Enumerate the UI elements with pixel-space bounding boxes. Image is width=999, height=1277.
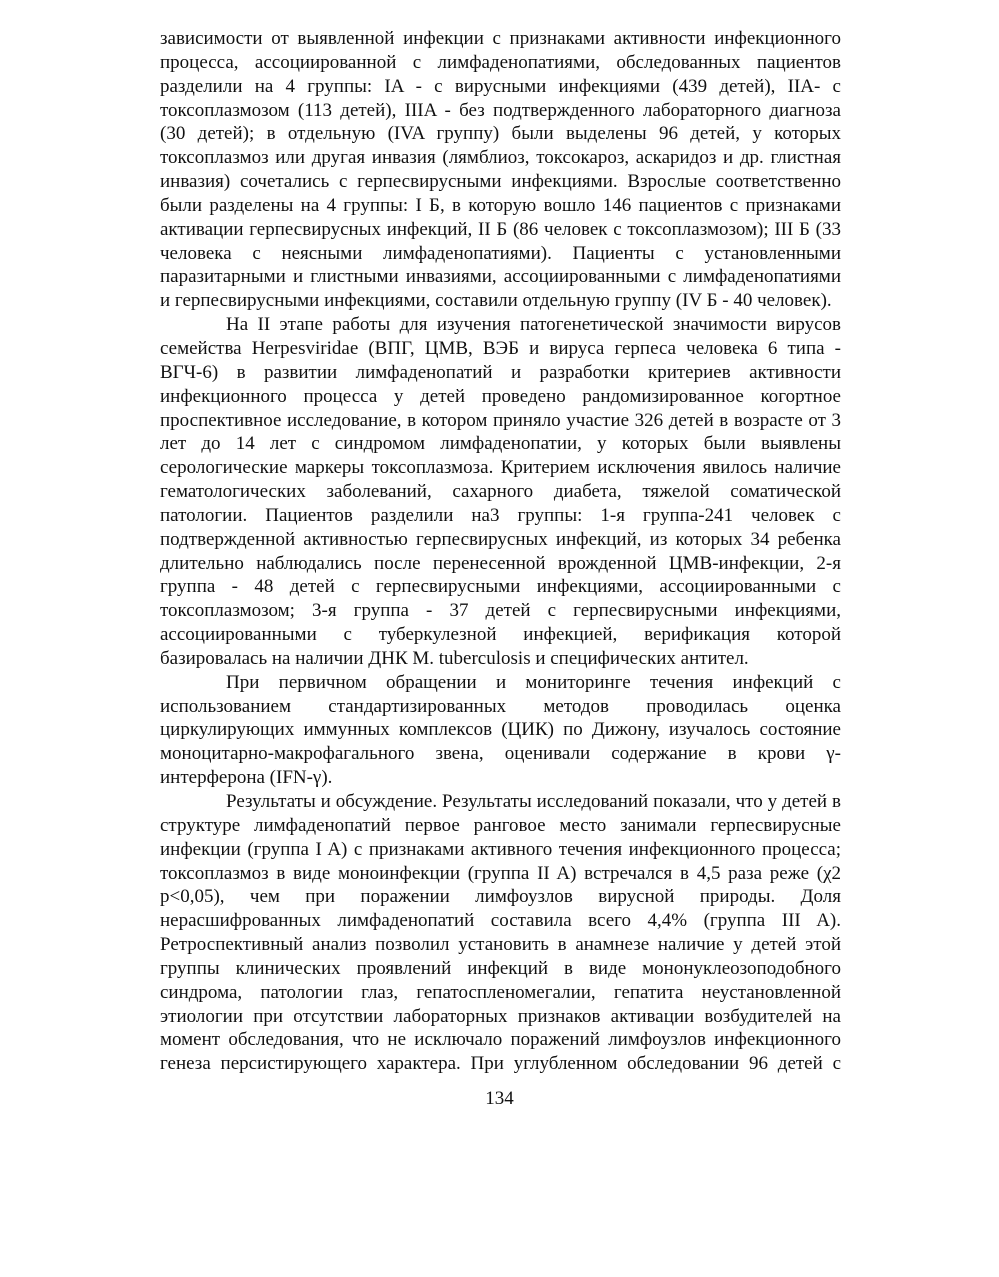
paragraph-results: Результаты и обсуждение. Результаты исследований показали, что у детей в структуре лимфаденопатий первое ранговое место занимали герпесвирусные инфекции (группа I A) с признаками активного течения инфекционного процесса; токсоплазмоз в виде моноинфекции (группа II A) встречался в 4,5 раза реже (χ2 p<0,05), чем при поражении лимфоузлов вирусной природы. Доля нерасшифрованных лимфаденопатий составила всего 4,4% (группа III A). Ретроспективный анализ позволил установить в анамнезе наличие у детей этой группы клинических проявлений инфекций в виде мононуклеозоподобного синдрома, патологии глаз, гепатоспленомегалии, гепатита неустановленной этиологии при отсутствии лабораторных признаков активации возбудителей на момент обследования, что не исключало поражений лимфоузлов инфекционного генеза персистирующего характера. При углубленном обследовании 96 детей с xyxy=(160,791,841,1075)
paragraph-stage-two: На II этапе работы для изучения патогенетической значимости вирусов семейства Herpesviridae (ВПГ, ЦМВ, ВЭБ и вируса герпеса человека 6 типа - ВГЧ-6) в развитии лимфаденопатий и разработки критериев активности инфекционного процесса у детей проведено рандомизированное когортное проспективное исследование, в котором приняло участие 326 детей в возрасте от 3 лет до 14 лет с синдромом лимфаденопатии, у которых были выявлены серологические маркеры токсоплазмоза. Критерием исключения явилось наличие гематологических заболеваний, сахарного диабета, тяжелой соматической патологии. Пациентов разделили на3 группы: 1-я группа-241 человек с подтвержденной активностью герпесвирусных инфекций, из которых 34 ребенка длительно наблюдались после перенесенной врожденной ЦМВ-инфекции, 2-я группа - 48 детей с герпесвирусными инфекциями, ассоциированными с токсоплазмозом; 3-я группа - 37 детей с герпесвирусными инфекциями, ассоциированными с туберкулезной инфекцией, верификация которой базировалась на наличии ДНК M. tuberculosis и специфических антител. xyxy=(160,314,841,669)
paragraph-patient-groups: зависимости от выявленной инфекции с признаками активности инфекционного процесса, ассоциированной с лимфаденопатиями, обследованных пациентов разделили на 4 группы: IA - с вирусными инфекциями (439 детей), IIA- с токсоплазмозом (113 детей), IIIA - без подтвержденного лабораторного диагноза (30 детей); в отдельную (IVA группу) были выделены 96 детей, у которых токсоплазмоз или другая инвазия (лямблиоз, токсокароз, аскаридоз и др. глистная инвазия) сочетались с герпесвирусными инфекциями. Взрослые соответственно были разделены на 4 группы: I Б, в которую вошло 146 пациентов с признаками активации герпесвирусных инфекций, II Б (86 человек с токсоплазмозом); III Б (33 человека с неясными лимфаденопатиями). Пациенты с установленными паразитарными и глистными инвазиями, ассоциированными с лимфаденопатиями и герпесвирусными инфекциями, составили отдельную группу (IV Б - 40 человек). xyxy=(160,28,841,312)
document-page xyxy=(160,27,841,1076)
paragraph-methods: При первичном обращении и мониторинге течения инфекций с использованием стандартизированных методов проводилась оценка циркулирующих иммунных комплексов (ЦИК) по Дижону, изучалось состояние моноцитарно-макрофагального звена, оценивали содержание в крови γ-интерферона (IFN-γ). xyxy=(160,671,841,789)
page-number: 134 xyxy=(485,1088,514,1109)
